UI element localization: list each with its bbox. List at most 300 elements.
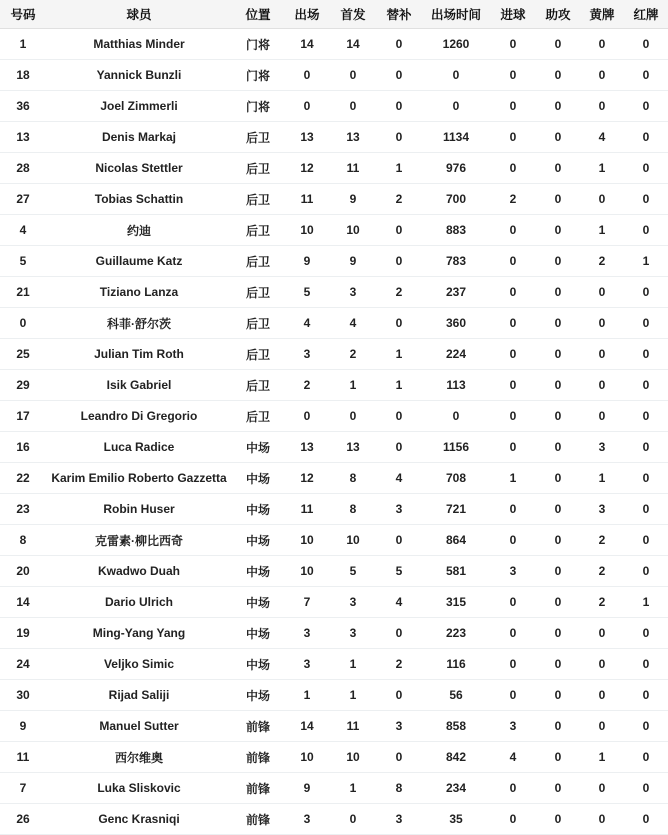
- cell-minutes: 883: [422, 215, 490, 246]
- table-row[interactable]: [0, 711, 668, 742]
- cell-yellow: 0: [580, 91, 624, 122]
- cell-starts: 13: [330, 432, 376, 463]
- cell-goals: 0: [490, 215, 536, 246]
- cell-red: 0: [624, 556, 668, 587]
- cell-player[interactable]: Joel Zimmerli: [46, 91, 232, 122]
- table-row[interactable]: [0, 463, 668, 494]
- cell-substitute: 3: [376, 804, 422, 835]
- column-header-position[interactable]: 位置: [232, 0, 284, 29]
- cell-assists: 0: [536, 804, 580, 835]
- cell-number: 14: [0, 587, 46, 618]
- table-body: [0, 29, 668, 835]
- cell-appearances: 9: [284, 246, 330, 277]
- cell-goals: 0: [490, 680, 536, 711]
- table-row[interactable]: [0, 246, 668, 277]
- table-row[interactable]: [0, 91, 668, 122]
- cell-assists: 0: [536, 277, 580, 308]
- cell-substitute: 1: [376, 153, 422, 184]
- table-row[interactable]: [0, 29, 668, 60]
- cell-substitute: 0: [376, 215, 422, 246]
- cell-number: 25: [0, 339, 46, 370]
- cell-red: 0: [624, 525, 668, 556]
- cell-substitute: 2: [376, 277, 422, 308]
- cell-appearances: 9: [284, 773, 330, 804]
- cell-starts: 8: [330, 494, 376, 525]
- table-row[interactable]: [0, 773, 668, 804]
- cell-appearances: 2: [284, 370, 330, 401]
- cell-minutes: 116: [422, 649, 490, 680]
- cell-assists: 0: [536, 742, 580, 773]
- cell-player[interactable]: Kwadwo Duah: [46, 556, 232, 587]
- cell-number: 21: [0, 277, 46, 308]
- cell-red: 0: [624, 277, 668, 308]
- header-row: [0, 0, 668, 29]
- cell-red: 0: [624, 215, 668, 246]
- cell-starts: 4: [330, 308, 376, 339]
- cell-goals: 0: [490, 153, 536, 184]
- cell-appearances: 10: [284, 215, 330, 246]
- cell-substitute: 2: [376, 649, 422, 680]
- cell-minutes: 581: [422, 556, 490, 587]
- cell-goals: 0: [490, 122, 536, 153]
- cell-yellow: 0: [580, 649, 624, 680]
- cell-substitute: 3: [376, 711, 422, 742]
- cell-goals: 0: [490, 401, 536, 432]
- cell-red: 0: [624, 494, 668, 525]
- cell-position: 中场: [232, 618, 284, 649]
- cell-goals: 0: [490, 339, 536, 370]
- column-header-player[interactable]: 球员: [46, 0, 232, 29]
- table-row[interactable]: [0, 184, 668, 215]
- cell-minutes: 113: [422, 370, 490, 401]
- cell-red: 0: [624, 804, 668, 835]
- cell-player[interactable]: Nicolas Stettler: [46, 153, 232, 184]
- cell-position: 后卫: [232, 401, 284, 432]
- cell-player[interactable]: Veljko Simic: [46, 649, 232, 680]
- cell-appearances: 5: [284, 277, 330, 308]
- cell-substitute: 0: [376, 742, 422, 773]
- cell-goals: 0: [490, 308, 536, 339]
- cell-appearances: 0: [284, 60, 330, 91]
- cell-number: 0: [0, 308, 46, 339]
- cell-substitute: 0: [376, 618, 422, 649]
- cell-red: 0: [624, 773, 668, 804]
- cell-red: 0: [624, 742, 668, 773]
- cell-red: 0: [624, 122, 668, 153]
- cell-yellow: 2: [580, 246, 624, 277]
- cell-starts: 2: [330, 339, 376, 370]
- cell-number: 36: [0, 91, 46, 122]
- table-row[interactable]: [0, 556, 668, 587]
- cell-starts: 0: [330, 91, 376, 122]
- cell-minutes: 1156: [422, 432, 490, 463]
- cell-assists: 0: [536, 525, 580, 556]
- cell-appearances: 12: [284, 463, 330, 494]
- table-row[interactable]: [0, 432, 668, 463]
- cell-starts: 11: [330, 711, 376, 742]
- cell-red: 0: [624, 649, 668, 680]
- cell-appearances: 14: [284, 711, 330, 742]
- cell-position: 前锋: [232, 742, 284, 773]
- cell-minutes: 721: [422, 494, 490, 525]
- cell-appearances: 11: [284, 494, 330, 525]
- cell-goals: 0: [490, 246, 536, 277]
- cell-position: 前锋: [232, 711, 284, 742]
- cell-goals: 0: [490, 773, 536, 804]
- cell-player[interactable]: Tobias Schattin: [46, 184, 232, 215]
- cell-yellow: 0: [580, 184, 624, 215]
- cell-player[interactable]: Karim Emilio Roberto Gazzetta: [46, 463, 232, 494]
- column-header-minutes[interactable]: 出场时间: [422, 0, 490, 29]
- cell-substitute: 0: [376, 29, 422, 60]
- table-row[interactable]: [0, 277, 668, 308]
- cell-player[interactable]: Denis Markaj: [46, 122, 232, 153]
- cell-minutes: 234: [422, 773, 490, 804]
- cell-number: 7: [0, 773, 46, 804]
- column-header-yellow[interactable]: 黄牌: [580, 0, 624, 29]
- cell-yellow: 1: [580, 463, 624, 494]
- cell-player[interactable]: 科菲·舒尔茨: [46, 308, 232, 339]
- cell-number: 4: [0, 215, 46, 246]
- cell-red: 0: [624, 308, 668, 339]
- cell-player[interactable]: Luka Sliskovic: [46, 773, 232, 804]
- cell-yellow: 1: [580, 742, 624, 773]
- cell-goals: 1: [490, 463, 536, 494]
- cell-number: 9: [0, 711, 46, 742]
- cell-starts: 1: [330, 773, 376, 804]
- table-row[interactable]: [0, 401, 668, 432]
- cell-position: 后卫: [232, 153, 284, 184]
- column-header-appearances[interactable]: 出场: [284, 0, 330, 29]
- cell-assists: 0: [536, 556, 580, 587]
- cell-position: 后卫: [232, 370, 284, 401]
- cell-yellow: 0: [580, 711, 624, 742]
- cell-red: 0: [624, 432, 668, 463]
- cell-player[interactable]: Robin Huser: [46, 494, 232, 525]
- cell-minutes: 783: [422, 246, 490, 277]
- cell-red: 0: [624, 339, 668, 370]
- cell-position: 中场: [232, 463, 284, 494]
- cell-number: 22: [0, 463, 46, 494]
- table-row[interactable]: [0, 742, 668, 773]
- cell-number: 17: [0, 401, 46, 432]
- cell-appearances: 12: [284, 153, 330, 184]
- cell-assists: 0: [536, 587, 580, 618]
- table-row[interactable]: [0, 153, 668, 184]
- cell-number: 26: [0, 804, 46, 835]
- cell-assists: 0: [536, 432, 580, 463]
- cell-position: 中场: [232, 556, 284, 587]
- cell-number: 20: [0, 556, 46, 587]
- cell-substitute: 1: [376, 339, 422, 370]
- cell-minutes: 708: [422, 463, 490, 494]
- cell-player[interactable]: 约迪: [46, 215, 232, 246]
- cell-assists: 0: [536, 711, 580, 742]
- cell-appearances: 0: [284, 91, 330, 122]
- cell-yellow: 0: [580, 401, 624, 432]
- cell-position: 门将: [232, 60, 284, 91]
- cell-player[interactable]: 西尔维奥: [46, 742, 232, 773]
- cell-appearances: 4: [284, 308, 330, 339]
- table-row[interactable]: [0, 122, 668, 153]
- cell-starts: 0: [330, 804, 376, 835]
- cell-starts: 10: [330, 742, 376, 773]
- cell-yellow: 4: [580, 122, 624, 153]
- cell-goals: 0: [490, 587, 536, 618]
- cell-red: 0: [624, 711, 668, 742]
- cell-player[interactable]: Genc Krasniqi: [46, 804, 232, 835]
- cell-goals: 4: [490, 742, 536, 773]
- cell-substitute: 8: [376, 773, 422, 804]
- cell-number: 29: [0, 370, 46, 401]
- cell-substitute: 0: [376, 401, 422, 432]
- column-header-goals[interactable]: 进球: [490, 0, 536, 29]
- table-row[interactable]: [0, 60, 668, 91]
- cell-minutes: 56: [422, 680, 490, 711]
- cell-goals: 2: [490, 184, 536, 215]
- cell-assists: 0: [536, 494, 580, 525]
- cell-minutes: 35: [422, 804, 490, 835]
- table-row[interactable]: [0, 494, 668, 525]
- cell-appearances: 3: [284, 618, 330, 649]
- cell-number: 13: [0, 122, 46, 153]
- cell-substitute: 1: [376, 370, 422, 401]
- cell-player[interactable]: Rijad Saliji: [46, 680, 232, 711]
- cell-number: 28: [0, 153, 46, 184]
- column-header-number[interactable]: 号码: [0, 0, 46, 29]
- cell-minutes: 360: [422, 308, 490, 339]
- cell-assists: 0: [536, 618, 580, 649]
- cell-position: 中场: [232, 680, 284, 711]
- cell-red: 0: [624, 618, 668, 649]
- column-header-red[interactable]: 红牌: [624, 0, 668, 29]
- cell-number: 24: [0, 649, 46, 680]
- cell-position: 中场: [232, 494, 284, 525]
- cell-position: 后卫: [232, 184, 284, 215]
- cell-player[interactable]: Tiziano Lanza: [46, 277, 232, 308]
- cell-assists: 0: [536, 29, 580, 60]
- cell-yellow: 3: [580, 432, 624, 463]
- cell-yellow: 0: [580, 804, 624, 835]
- cell-player[interactable]: Dario Ulrich: [46, 587, 232, 618]
- cell-position: 后卫: [232, 339, 284, 370]
- cell-assists: 0: [536, 339, 580, 370]
- cell-minutes: 842: [422, 742, 490, 773]
- cell-assists: 0: [536, 153, 580, 184]
- cell-assists: 0: [536, 122, 580, 153]
- cell-starts: 1: [330, 370, 376, 401]
- table-row[interactable]: [0, 649, 668, 680]
- cell-yellow: 1: [580, 215, 624, 246]
- cell-yellow: 0: [580, 277, 624, 308]
- table-row[interactable]: [0, 618, 668, 649]
- cell-substitute: 5: [376, 556, 422, 587]
- cell-yellow: 0: [580, 29, 624, 60]
- cell-player[interactable]: Manuel Sutter: [46, 711, 232, 742]
- cell-number: 8: [0, 525, 46, 556]
- cell-starts: 10: [330, 215, 376, 246]
- cell-red: 1: [624, 587, 668, 618]
- cell-minutes: 864: [422, 525, 490, 556]
- cell-assists: 0: [536, 649, 580, 680]
- cell-number: 18: [0, 60, 46, 91]
- cell-assists: 0: [536, 308, 580, 339]
- cell-assists: 0: [536, 184, 580, 215]
- cell-assists: 0: [536, 215, 580, 246]
- cell-yellow: 0: [580, 60, 624, 91]
- cell-starts: 11: [330, 153, 376, 184]
- cell-starts: 3: [330, 277, 376, 308]
- cell-red: 1: [624, 246, 668, 277]
- cell-yellow: 2: [580, 525, 624, 556]
- column-header-substitute[interactable]: 替补: [376, 0, 422, 29]
- cell-goals: 0: [490, 277, 536, 308]
- cell-position: 后卫: [232, 215, 284, 246]
- cell-assists: 0: [536, 680, 580, 711]
- cell-yellow: 0: [580, 773, 624, 804]
- table-row[interactable]: [0, 308, 668, 339]
- cell-minutes: 1134: [422, 122, 490, 153]
- cell-position: 门将: [232, 29, 284, 60]
- cell-appearances: 3: [284, 649, 330, 680]
- cell-starts: 14: [330, 29, 376, 60]
- cell-substitute: 4: [376, 587, 422, 618]
- cell-substitute: 4: [376, 463, 422, 494]
- cell-red: 0: [624, 60, 668, 91]
- cell-starts: 5: [330, 556, 376, 587]
- cell-yellow: 2: [580, 587, 624, 618]
- cell-minutes: 858: [422, 711, 490, 742]
- cell-assists: 0: [536, 370, 580, 401]
- cell-position: 后卫: [232, 122, 284, 153]
- cell-goals: 0: [490, 525, 536, 556]
- cell-goals: 0: [490, 60, 536, 91]
- cell-yellow: 2: [580, 556, 624, 587]
- cell-substitute: 0: [376, 432, 422, 463]
- table-row[interactable]: [0, 587, 668, 618]
- cell-yellow: 3: [580, 494, 624, 525]
- cell-red: 0: [624, 184, 668, 215]
- cell-goals: 0: [490, 649, 536, 680]
- column-header-starts[interactable]: 首发: [330, 0, 376, 29]
- cell-number: 23: [0, 494, 46, 525]
- cell-substitute: 0: [376, 246, 422, 277]
- cell-appearances: 3: [284, 804, 330, 835]
- cell-position: 后卫: [232, 308, 284, 339]
- cell-appearances: 13: [284, 432, 330, 463]
- cell-minutes: 700: [422, 184, 490, 215]
- cell-assists: 0: [536, 91, 580, 122]
- cell-minutes: 315: [422, 587, 490, 618]
- cell-assists: 0: [536, 401, 580, 432]
- cell-red: 0: [624, 29, 668, 60]
- cell-appearances: 14: [284, 29, 330, 60]
- cell-starts: 1: [330, 680, 376, 711]
- table-header: [0, 0, 668, 29]
- cell-number: 30: [0, 680, 46, 711]
- table-row[interactable]: [0, 339, 668, 370]
- table-row[interactable]: [0, 680, 668, 711]
- cell-starts: 9: [330, 184, 376, 215]
- cell-player[interactable]: Isik Gabriel: [46, 370, 232, 401]
- cell-minutes: 224: [422, 339, 490, 370]
- cell-position: 前锋: [232, 804, 284, 835]
- cell-position: 后卫: [232, 246, 284, 277]
- cell-appearances: 7: [284, 587, 330, 618]
- table-row[interactable]: [0, 370, 668, 401]
- cell-yellow: 0: [580, 680, 624, 711]
- cell-position: 中场: [232, 432, 284, 463]
- cell-minutes: 0: [422, 91, 490, 122]
- cell-assists: 0: [536, 246, 580, 277]
- cell-appearances: 10: [284, 556, 330, 587]
- cell-starts: 0: [330, 60, 376, 91]
- cell-yellow: 0: [580, 618, 624, 649]
- cell-goals: 0: [490, 804, 536, 835]
- cell-goals: 3: [490, 556, 536, 587]
- cell-goals: 0: [490, 494, 536, 525]
- cell-appearances: 0: [284, 401, 330, 432]
- cell-player[interactable]: Luca Radice: [46, 432, 232, 463]
- cell-appearances: 3: [284, 339, 330, 370]
- cell-goals: 0: [490, 370, 536, 401]
- cell-number: 1: [0, 29, 46, 60]
- cell-position: 后卫: [232, 277, 284, 308]
- cell-position: 门将: [232, 91, 284, 122]
- table-row[interactable]: [0, 525, 668, 556]
- cell-player[interactable]: Ming-Yang Yang: [46, 618, 232, 649]
- cell-player[interactable]: Leandro Di Gregorio: [46, 401, 232, 432]
- cell-starts: 1: [330, 649, 376, 680]
- cell-number: 16: [0, 432, 46, 463]
- cell-substitute: 0: [376, 308, 422, 339]
- cell-starts: 8: [330, 463, 376, 494]
- cell-substitute: 2: [376, 184, 422, 215]
- cell-red: 0: [624, 91, 668, 122]
- table-row[interactable]: [0, 215, 668, 246]
- cell-appearances: 10: [284, 742, 330, 773]
- cell-red: 0: [624, 680, 668, 711]
- cell-number: 11: [0, 742, 46, 773]
- cell-assists: 0: [536, 60, 580, 91]
- cell-starts: 9: [330, 246, 376, 277]
- cell-number: 5: [0, 246, 46, 277]
- cell-substitute: 0: [376, 680, 422, 711]
- cell-minutes: 976: [422, 153, 490, 184]
- cell-number: 27: [0, 184, 46, 215]
- cell-player[interactable]: 克雷素·柳比西奇: [46, 525, 232, 556]
- cell-goals: 0: [490, 91, 536, 122]
- cell-player[interactable]: Yannick Bunzli: [46, 60, 232, 91]
- table-row[interactable]: [0, 804, 668, 835]
- cell-minutes: 1260: [422, 29, 490, 60]
- cell-player[interactable]: Matthias Minder: [46, 29, 232, 60]
- cell-assists: 0: [536, 773, 580, 804]
- cell-appearances: 1: [284, 680, 330, 711]
- cell-yellow: 1: [580, 153, 624, 184]
- cell-red: 0: [624, 153, 668, 184]
- cell-minutes: 223: [422, 618, 490, 649]
- cell-appearances: 11: [284, 184, 330, 215]
- cell-goals: 0: [490, 432, 536, 463]
- cell-player[interactable]: Guillaume Katz: [46, 246, 232, 277]
- cell-starts: 0: [330, 401, 376, 432]
- column-header-assists[interactable]: 助攻: [536, 0, 580, 29]
- cell-starts: 3: [330, 618, 376, 649]
- cell-starts: 10: [330, 525, 376, 556]
- cell-position: 中场: [232, 587, 284, 618]
- cell-player[interactable]: Julian Tim Roth: [46, 339, 232, 370]
